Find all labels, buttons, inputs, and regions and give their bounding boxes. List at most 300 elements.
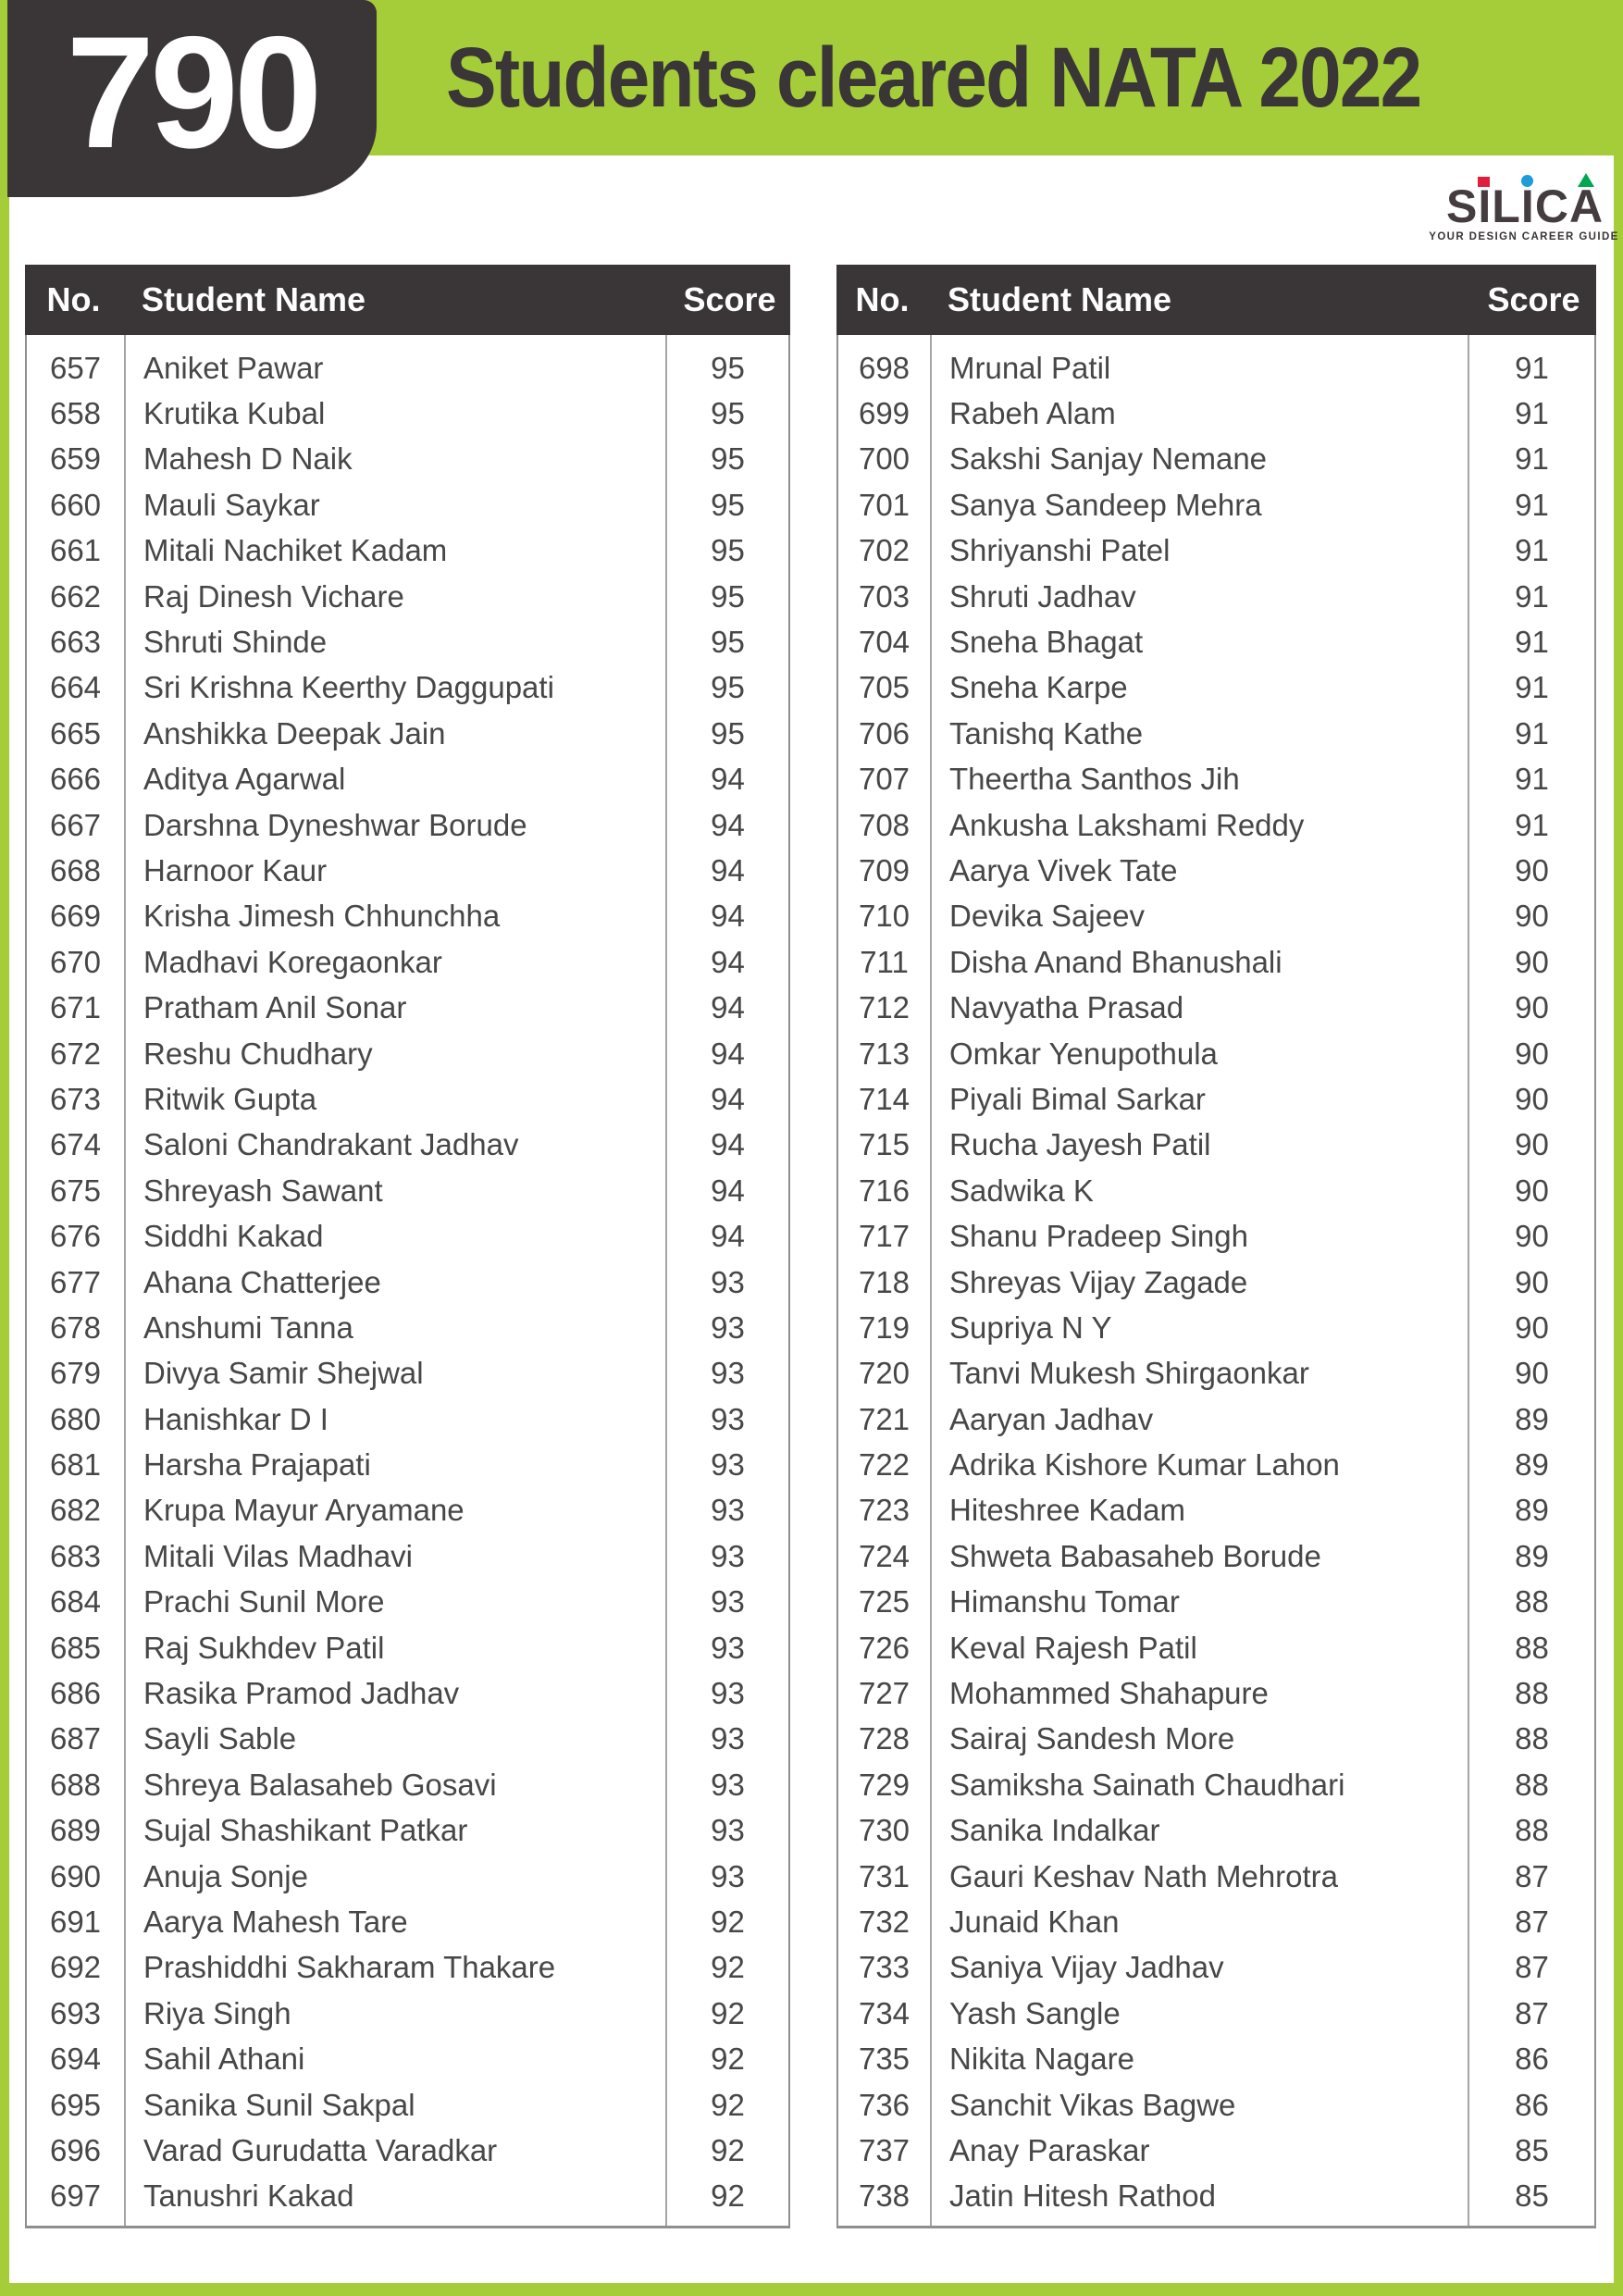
table-row (838, 1580, 1594, 1625)
row-student-name: Keval Rajesh Patil (949, 1630, 1197, 1665)
logo-letter (1492, 172, 1519, 232)
table-row (27, 1305, 788, 1350)
table-row (27, 939, 788, 985)
row-no: 725 (858, 1584, 911, 1620)
table-row (27, 2174, 788, 2219)
row-score: 95 (711, 487, 745, 522)
row-student-name: Anshikka Deepak Jain (143, 715, 446, 751)
table-row (838, 482, 1594, 527)
row-no: 721 (858, 1401, 911, 1436)
row-no: 685 (49, 1630, 102, 1665)
row-no: 665 (49, 715, 102, 751)
row-no: 736 (858, 2087, 911, 2122)
row-score: 94 (711, 807, 745, 842)
row-score: 90 (1515, 1173, 1549, 1208)
table-row (838, 1762, 1594, 1807)
table-row (27, 1076, 788, 1122)
row-student-name: Sneha Bhagat (949, 625, 1144, 660)
table-row (27, 757, 788, 802)
row-student-name: Nikita Nagare (949, 2042, 1134, 2077)
row-no: 672 (49, 1036, 102, 1071)
table-row (838, 711, 1594, 756)
left-student-table (25, 265, 790, 2228)
table-row (27, 528, 788, 574)
row-no: 711 (860, 944, 909, 979)
table-row (27, 437, 788, 482)
row-no: 682 (49, 1493, 102, 1528)
row-student-name: Ankusha Lakshami Reddy (949, 807, 1305, 842)
row-no: 681 (49, 1447, 102, 1483)
table-row (27, 848, 788, 893)
row-student-name: Divya Samir Shejwal (143, 1356, 424, 1391)
row-score: 94 (711, 944, 745, 979)
logo-letter-glyph: S (1445, 180, 1477, 232)
table-row (838, 1305, 1594, 1350)
row-score: 95 (711, 396, 745, 431)
row-score: 94 (711, 762, 745, 797)
row-student-name: Junaid Khan (949, 1904, 1120, 1939)
row-student-name: Sakshi Sanjay Nemane (949, 441, 1268, 477)
count-number: 790 (66, 3, 318, 181)
row-no: 668 (49, 852, 102, 887)
row-no: 683 (49, 1538, 102, 1573)
row-no: 676 (49, 1219, 102, 1254)
row-no: 709 (858, 852, 911, 887)
row-score: 89 (1515, 1401, 1549, 1436)
logo-letter (1568, 172, 1603, 232)
row-no: 666 (49, 762, 102, 797)
row-no: 729 (858, 1767, 911, 1802)
row-student-name: Sahil Athani (143, 2042, 305, 2077)
table-row (838, 1899, 1594, 1944)
row-score: 95 (711, 670, 745, 705)
row-no: 677 (49, 1264, 102, 1299)
table-row (27, 2082, 788, 2128)
row-student-name: Pratham Anil Sonar (143, 990, 407, 1025)
row-no: 663 (49, 625, 102, 660)
row-no: 678 (49, 1309, 102, 1345)
table-row (838, 1031, 1594, 1076)
row-score: 93 (711, 1630, 745, 1665)
row-student-name: Shreyas Vijay Zagade (949, 1264, 1248, 1299)
row-score: 91 (1515, 715, 1549, 751)
table-row (838, 1076, 1594, 1122)
row-no: 731 (858, 1858, 911, 1893)
table-row (27, 894, 788, 939)
row-no: 695 (49, 2087, 102, 2122)
row-student-name: Sadwika K (949, 1173, 1094, 1208)
table-row (838, 1351, 1594, 1396)
row-student-name: Mahesh D Naik (143, 441, 353, 477)
row-score: 90 (1515, 899, 1549, 934)
row-student-name: Harsha Prajapati (143, 1447, 371, 1483)
table-row (838, 665, 1594, 711)
row-no: 674 (49, 1127, 102, 1162)
logo-tagline: YOUR DESIGN CAREER GUIDE (1429, 231, 1619, 242)
table-row (838, 1533, 1594, 1579)
row-score: 92 (711, 2087, 745, 2122)
table-row (838, 391, 1594, 436)
table-row (838, 1625, 1594, 1670)
table-row (838, 894, 1594, 939)
row-no: 686 (49, 1676, 102, 1711)
row-student-name: Adrika Kishore Kumar Lahon (949, 1447, 1340, 1483)
table-row (27, 1168, 788, 1213)
table-row (27, 1580, 788, 1625)
logo-letter (1478, 172, 1491, 232)
page-title: Students cleared NATA 2022 (446, 30, 1421, 125)
row-score: 90 (1515, 1309, 1549, 1345)
row-score: 90 (1515, 1356, 1549, 1391)
bottom-green-bar (0, 2283, 1623, 2296)
row-score: 88 (1515, 1630, 1549, 1665)
table-row (838, 1854, 1594, 1899)
row-no: 715 (858, 1127, 911, 1162)
row-student-name: Supriya N Y (949, 1309, 1112, 1345)
row-score: 95 (711, 715, 745, 751)
row-no: 675 (49, 1173, 102, 1208)
table-row (838, 939, 1594, 985)
table-row (838, 985, 1594, 1030)
row-score: 91 (1515, 762, 1549, 797)
row-score: 94 (711, 1036, 745, 1071)
table-row (27, 1945, 788, 1991)
row-student-name: Siddhi Kakad (143, 1219, 324, 1254)
logo-letter-glyph: I (1520, 180, 1533, 232)
row-student-name: Krutika Kubal (143, 396, 326, 431)
row-score: 86 (1515, 2042, 1549, 2077)
left-table-body (25, 335, 790, 2228)
table-row (27, 711, 788, 756)
logo-letter (1520, 172, 1533, 232)
table-row (27, 1488, 788, 1533)
row-score: 87 (1515, 1904, 1549, 1939)
row-student-name: Disha Anand Bhanushali (949, 944, 1282, 979)
row-no: 692 (49, 1950, 102, 1985)
row-no: 690 (49, 1858, 102, 1893)
row-score: 92 (711, 2042, 745, 2077)
logo-letter-glyph: L (1492, 180, 1519, 232)
table-row (27, 1396, 788, 1442)
row-no: 684 (49, 1584, 102, 1620)
row-score: 93 (711, 1493, 745, 1528)
row-no: 708 (858, 807, 911, 842)
row-score: 93 (711, 1538, 745, 1573)
row-student-name: Saloni Chandrakant Jadhav (143, 1127, 519, 1162)
table-row (27, 665, 788, 711)
row-student-name: Ritwik Gupta (143, 1081, 317, 1116)
row-student-name: Shriyanshi Patel (949, 533, 1171, 568)
row-score: 94 (711, 899, 745, 934)
row-student-name: Sanya Sandeep Mehra (949, 487, 1262, 522)
row-score: 85 (1515, 2178, 1549, 2214)
row-no: 707 (858, 762, 911, 797)
row-score: 93 (711, 1309, 745, 1345)
row-score: 94 (711, 1173, 745, 1208)
row-no: 694 (49, 2042, 102, 2077)
row-student-name: Jatin Hitesh Rathod (949, 2178, 1216, 2214)
row-score: 88 (1515, 1676, 1549, 1711)
row-no: 696 (49, 2132, 102, 2167)
row-score: 89 (1515, 1493, 1549, 1528)
row-student-name: Mrunal Patil (949, 350, 1111, 385)
row-student-name: Samiksha Sainath Chaudhari (949, 1767, 1345, 1802)
column-header-no: No. (46, 280, 101, 318)
row-score: 91 (1515, 807, 1549, 842)
row-score: 90 (1515, 1081, 1549, 1116)
row-no: 679 (49, 1356, 102, 1391)
row-no: 738 (858, 2178, 911, 2214)
table-row (838, 1991, 1594, 2036)
left-green-edge (0, 0, 9, 2296)
table-row (27, 574, 788, 619)
column-header-name: Student Name (142, 280, 366, 318)
logo-letter (1445, 172, 1477, 232)
row-student-name: Raj Dinesh Vichare (143, 578, 404, 614)
row-student-name: Sri Krishna Keerthy Daggupati (143, 670, 554, 705)
row-student-name: Gauri Keshav Nath Mehrotra (949, 1858, 1339, 1893)
column-divider (1468, 335, 1469, 2226)
logo-letter-glyph: A (1568, 180, 1603, 232)
row-student-name: Anay Paraskar (949, 2132, 1150, 2167)
row-student-name: Navyatha Prasad (949, 990, 1184, 1025)
table-row (27, 2036, 788, 2081)
table-row (27, 1260, 788, 1305)
column-divider (665, 335, 667, 2226)
row-no: 670 (49, 944, 102, 979)
row-student-name: Reshu Chudhary (143, 1036, 373, 1071)
table-row (27, 1854, 788, 1899)
table-row (838, 1717, 1594, 1762)
table-row (838, 2036, 1594, 2081)
logo-letter-glyph: C (1534, 180, 1567, 232)
row-student-name: Shruti Jadhav (949, 578, 1136, 614)
row-score: 92 (711, 1950, 745, 1985)
row-no: 702 (858, 533, 911, 568)
row-score: 87 (1515, 1995, 1549, 2030)
row-no: 733 (858, 1950, 911, 1985)
row-no: 706 (858, 715, 911, 751)
row-student-name: Aniket Pawar (143, 350, 324, 385)
table-row (838, 1670, 1594, 1716)
table-row (27, 391, 788, 436)
right-student-table (836, 265, 1596, 2228)
row-no: 718 (858, 1264, 911, 1299)
row-score: 85 (1515, 2132, 1549, 2167)
row-student-name: Devika Sajeev (949, 899, 1145, 934)
row-score: 92 (711, 2132, 745, 2167)
row-no: 716 (858, 1173, 911, 1208)
row-score: 90 (1515, 990, 1549, 1025)
row-student-name: Madhavi Koregaonkar (143, 944, 442, 979)
row-student-name: Sanchit Vikas Bagwe (949, 2087, 1236, 2122)
row-no: 699 (858, 396, 911, 431)
row-score: 91 (1515, 487, 1549, 522)
row-student-name: Theertha Santhos Jih (949, 762, 1240, 797)
table-row (27, 1442, 788, 1487)
row-score: 92 (711, 1904, 745, 1939)
row-student-name: Harnoor Kaur (143, 852, 328, 887)
row-no: 664 (49, 670, 102, 705)
row-no: 704 (858, 625, 911, 660)
table-row (838, 2082, 1594, 2128)
row-student-name: Anuja Sonje (143, 1858, 308, 1893)
logo-wordmark (1445, 172, 1603, 232)
row-student-name: Shruti Shinde (143, 625, 328, 660)
row-score: 93 (711, 1356, 745, 1391)
row-score: 88 (1515, 1813, 1549, 1848)
row-score: 94 (711, 1127, 745, 1162)
row-no: 732 (858, 1904, 911, 1939)
row-no: 722 (858, 1447, 911, 1483)
row-no: 660 (49, 487, 102, 522)
row-score: 88 (1515, 1584, 1549, 1620)
row-student-name: Prashiddhi Sakharam Thakare (143, 1950, 556, 1985)
row-no: 693 (49, 1995, 102, 2030)
row-no: 714 (858, 1081, 911, 1116)
table-row (27, 1717, 788, 1762)
row-score: 93 (711, 1721, 745, 1756)
row-no: 728 (858, 1721, 911, 1756)
table-row (27, 985, 788, 1030)
row-no: 688 (49, 1767, 102, 1802)
row-no: 719 (858, 1309, 911, 1345)
row-no: 703 (858, 578, 911, 614)
row-student-name: Krisha Jimesh Chhunchha (143, 899, 501, 934)
row-no: 697 (49, 2178, 102, 2214)
row-student-name: Yash Sangle (949, 1995, 1121, 2030)
row-score: 93 (711, 1813, 745, 1848)
row-student-name: Tanvi Mukesh Shirgaonkar (949, 1356, 1309, 1391)
row-no: 735 (858, 2042, 911, 2077)
row-student-name: Ahana Chatterjee (143, 1264, 381, 1299)
row-student-name: Mauli Saykar (143, 487, 320, 522)
row-student-name: Shweta Babasaheb Borude (949, 1538, 1321, 1573)
row-score: 93 (711, 1767, 745, 1802)
row-no: 713 (858, 1036, 911, 1071)
row-no: 667 (49, 807, 102, 842)
row-student-name: Krupa Mayur Aryamane (143, 1493, 465, 1528)
row-student-name: Shanu Pradeep Singh (949, 1219, 1248, 1254)
column-header-score: Score (1487, 280, 1580, 318)
row-score: 91 (1515, 350, 1549, 385)
row-student-name: Rabeh Alam (949, 396, 1116, 431)
row-no: 727 (858, 1676, 911, 1711)
table-row (27, 1533, 788, 1579)
row-student-name: Aarya Mahesh Tare (143, 1904, 408, 1939)
row-score: 87 (1515, 1950, 1549, 1985)
table-row (838, 1488, 1594, 1533)
table-row (27, 1899, 788, 1944)
row-no: 712 (858, 990, 911, 1025)
row-no: 662 (49, 578, 102, 614)
table-row (838, 2128, 1594, 2173)
row-score: 90 (1515, 1127, 1549, 1162)
row-no: 661 (49, 533, 102, 568)
silica-logo (1429, 172, 1619, 242)
row-student-name: Sujal Shashikant Patkar (143, 1813, 468, 1848)
logo-letter (1534, 172, 1567, 232)
row-student-name: Omkar Yenupothula (949, 1036, 1218, 1071)
row-no: 726 (858, 1630, 911, 1665)
row-no: 723 (858, 1493, 911, 1528)
row-score: 90 (1515, 1036, 1549, 1071)
row-student-name: Himanshu Tomar (949, 1584, 1180, 1620)
table-row (27, 1991, 788, 2036)
table-row (838, 757, 1594, 802)
row-student-name: Tanushri Kakad (143, 2178, 354, 2214)
table-row (27, 1762, 788, 1807)
row-score: 90 (1515, 1264, 1549, 1299)
table-row (27, 802, 788, 848)
row-no: 658 (49, 396, 102, 431)
row-score: 93 (711, 1447, 745, 1483)
row-no: 687 (49, 1721, 102, 1756)
row-score: 92 (711, 1995, 745, 2030)
table-row (838, 437, 1594, 482)
row-student-name: Shreyash Sawant (143, 1173, 383, 1208)
row-no: 673 (49, 1081, 102, 1116)
row-score: 87 (1515, 1858, 1549, 1893)
row-student-name: Saniya Vijay Jadhav (949, 1950, 1224, 1985)
logo-letter-glyph: I (1478, 180, 1491, 232)
row-score: 95 (711, 350, 745, 385)
row-student-name: Sairaj Sandesh More (949, 1721, 1235, 1756)
row-student-name: Anshumi Tanna (143, 1309, 353, 1345)
table-row (838, 619, 1594, 664)
row-score: 90 (1515, 852, 1549, 887)
table-row (838, 528, 1594, 574)
row-no: 669 (49, 899, 102, 934)
right-table-body (836, 335, 1596, 2228)
row-no: 691 (49, 1904, 102, 1939)
table-row (27, 1213, 788, 1259)
table-row (838, 1213, 1594, 1259)
table-row (838, 574, 1594, 619)
table-row (838, 802, 1594, 848)
row-student-name: Sanika Sunil Sakpal (143, 2087, 415, 2122)
row-student-name: Sneha Karpe (949, 670, 1128, 705)
row-student-name: Piyali Bimal Sarkar (949, 1081, 1206, 1116)
row-no: 710 (858, 899, 911, 934)
row-score: 93 (711, 1676, 745, 1711)
row-student-name: Tanishq Kathe (949, 715, 1144, 751)
row-student-name: Mohammed Shahapure (949, 1676, 1269, 1711)
column-header-no: No. (855, 280, 910, 318)
row-score: 95 (711, 441, 745, 477)
table-row (27, 2128, 788, 2173)
table-row (27, 1123, 788, 1168)
table-row (838, 1396, 1594, 1442)
table-row (838, 1168, 1594, 1213)
table-row (27, 1625, 788, 1670)
row-no: 680 (49, 1401, 102, 1436)
table-row (838, 345, 1594, 391)
table-header (836, 265, 1596, 335)
row-student-name: Sayli Sable (143, 1721, 297, 1756)
row-no: 698 (858, 350, 911, 385)
row-no: 730 (858, 1813, 911, 1848)
row-score: 89 (1515, 1447, 1549, 1483)
row-score: 91 (1515, 533, 1549, 568)
table-row (27, 1031, 788, 1076)
row-no: 724 (858, 1538, 911, 1573)
table-row (838, 1945, 1594, 1991)
row-score: 89 (1515, 1538, 1549, 1573)
row-score: 92 (711, 2178, 745, 2214)
table-row (27, 1670, 788, 1716)
row-student-name: Sanika Indalkar (949, 1813, 1160, 1848)
